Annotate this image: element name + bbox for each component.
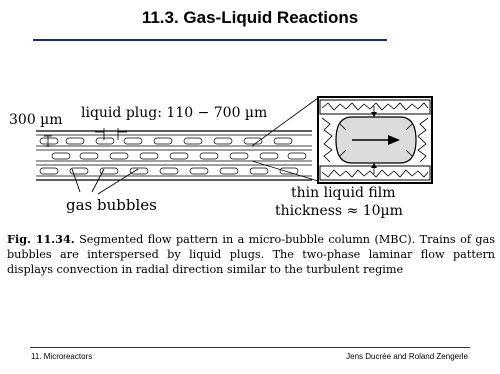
gas-bubble	[140, 153, 158, 159]
gas-bubble	[170, 153, 188, 159]
gas-bubble	[96, 138, 114, 144]
gas-bubble	[130, 168, 148, 174]
gas-bubble	[160, 168, 178, 174]
gas-bubble	[40, 168, 58, 174]
gas-bubble	[274, 138, 292, 144]
footer-rule	[30, 347, 470, 348]
gas-bubble	[80, 153, 98, 159]
slide-title: 11.3. Gas-Liquid Reactions	[141, 8, 359, 27]
gas-bubble	[280, 168, 298, 174]
gas-bubbles-label: gas bubbles	[66, 196, 157, 214]
figure-caption	[7, 232, 495, 277]
gas-bubble	[40, 138, 58, 144]
gas-bubble	[110, 153, 128, 159]
footer-authors: Jens Ducrée and Roland Zengerle	[346, 352, 468, 361]
film-label-line1: thin liquid film	[291, 185, 396, 201]
wall-width-label: 300 µm	[9, 112, 63, 128]
liquid-plug-label: liquid plug: 110 − 700 µm	[81, 105, 268, 121]
gas-bubble	[124, 138, 142, 144]
gas-bubble	[288, 153, 306, 159]
gas-bubble	[52, 153, 70, 159]
gas-bubble	[66, 138, 84, 144]
gas-bubble	[214, 138, 232, 144]
film-detail-inset	[318, 97, 432, 183]
gas-bubble	[250, 168, 268, 174]
gas-bubble	[184, 138, 202, 144]
caption-figure-number: Fig. 11.34.	[7, 232, 75, 246]
caption-text: Segmented flow pattern in a micro-bubble column (MBC). Trains of gas bubbles are interspersed by liquid plugs. The two-phase laminar flow pattern displays convection in radial direction similar to the turbulent regime	[7, 233, 496, 276]
gas-bubble	[230, 153, 248, 159]
gas-bubble	[154, 138, 172, 144]
gas-bubble-trains	[40, 138, 306, 174]
gas-bubble	[260, 153, 278, 159]
gas-bubble	[220, 168, 238, 174]
footer-chapter: 11. Microreactors	[31, 352, 93, 361]
film-label-line2: thickness ≈ 10µm	[275, 203, 403, 219]
gas-bubble	[200, 153, 218, 159]
gas-bubble	[190, 168, 208, 174]
